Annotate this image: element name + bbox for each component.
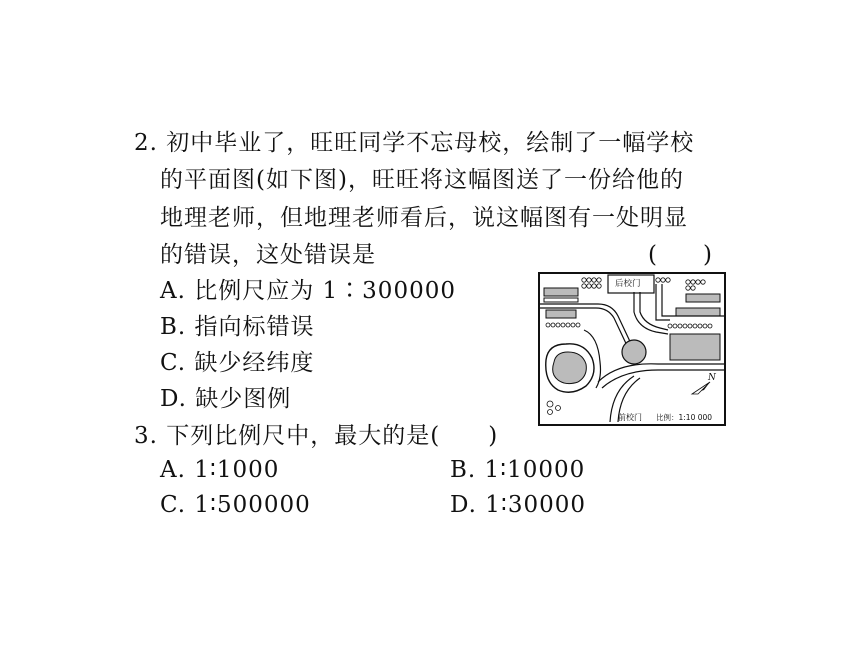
q3-option-b: B. 1∶10000 — [450, 457, 586, 483]
q2-stem-line-2: 的平面图(如下图)，旺旺将这幅图送了一份给他的 — [160, 167, 684, 193]
q2-option-c: C. 缺少经纬度 — [160, 350, 315, 376]
q2-stem-line-3: 地理老师，但地理老师看后，说这幅图有一处明显 — [160, 205, 688, 231]
map-north-label: N — [708, 373, 716, 383]
q2-option-b: B. 指向标错误 — [160, 314, 315, 340]
q3-stem: 3. 下列比例尺中，最大的是( ) — [134, 423, 499, 449]
school-plan-map — [538, 272, 726, 426]
map-back-gate-label: 后校门 — [615, 279, 641, 289]
q2-option-a: A. 比例尺应为 1∶300000 — [160, 278, 456, 304]
q3-option-d: D. 1∶30000 — [450, 492, 587, 518]
q2-stem-line-1: 2. 初中毕业了，旺旺同学不忘母校，绘制了一幅学校 — [134, 130, 695, 156]
q3-option-c: C. 1∶500000 — [160, 492, 311, 518]
map-scale-label: 比例：1:10 000 — [656, 413, 713, 422]
q2-option-d: D. 缺少图例 — [160, 386, 292, 412]
q2-stem-line-4: 的错误，这处错误是 — [160, 242, 376, 268]
map-front-gate-label: 前校门 — [618, 413, 642, 422]
q2-answer-paren: ( ) — [648, 242, 712, 268]
q3-option-a: A. 1∶1000 — [160, 457, 280, 483]
